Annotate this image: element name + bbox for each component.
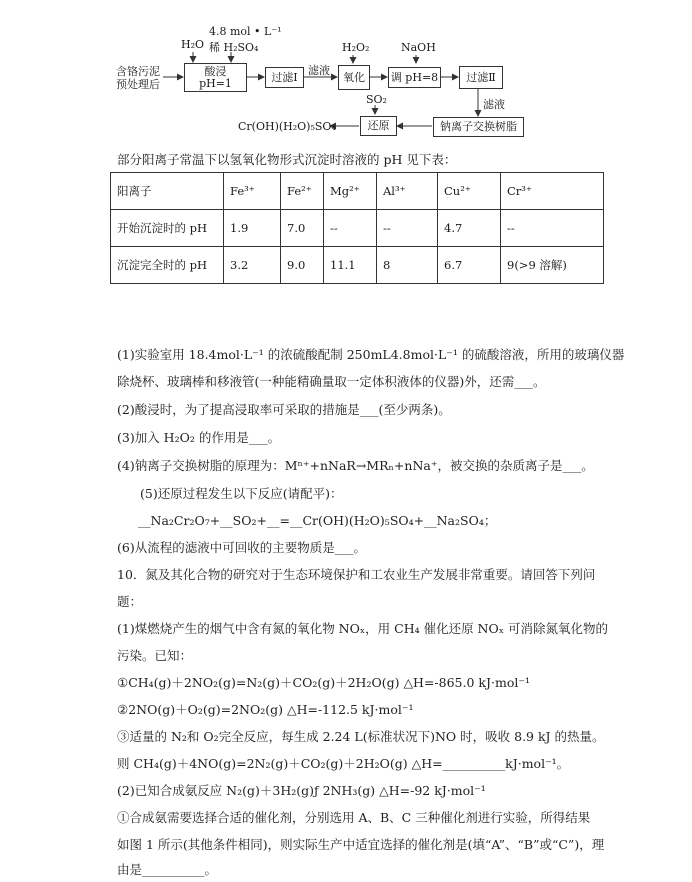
problem-10-q2-line-2: 如图 1 所示(其他条件相同)，则实际生产中适宜选择的催化剂是(填“A”、“B”或“C”)，理 [117,837,605,852]
problem-10-line-2: 题： [117,594,143,609]
step-reduce: 还原 [360,116,397,136]
problem-10-q2: (2)已知合成氨反应 N₂(g)＋3H₂(g)ƒ 2NH₃(g) △H=-92 kJ·mol⁻¹ [117,783,486,798]
question-1-line-2: 除烧杯、玻璃棒和移液管(一种能精确量取一定体积液体的仪器)外，还需___。 [117,374,546,389]
acid-leach-ph: pH=1 [199,76,232,90]
equation-3: ③适量的 N₂和 O₂完全反应，每生成 2.24 L(标准状况下)NO 时，吸收 8.9 kJ 的热量。 [117,729,605,744]
table-cell: -- [501,210,604,247]
question-3: (3)加入 H₂O₂ 的作用是___。 [117,430,281,445]
question-2: (2)酸浸时，为了提高浸取率可采取的措施是___(至少两条)。 [117,402,451,417]
table-cell: 7.0 [281,210,324,247]
product-label: Cr(OH)(H₂O)₅SO₄ [238,120,336,133]
table-cell: 4.7 [438,210,501,247]
table-header-row [111,173,604,210]
table-cell: -- [377,210,438,247]
table-cell: -- [324,210,377,247]
ph-table [110,172,604,284]
table-header-cell: Cu²⁺ [438,173,501,210]
step-ion-exchange-resin: 钠离子交换树脂 [433,117,524,137]
table-cell: 3.2 [224,247,281,284]
problem-10-q1-line-2: 污染。已知： [117,648,193,663]
table-row [111,210,604,247]
table-header-cell: Fe³⁺ [224,173,281,210]
table-header-cell: Mg²⁺ [324,173,377,210]
equation-4: 则 CH₄(g)＋4NO(g)=2N₂(g)＋CO₂(g)＋2H₂O(g) △H=__________kJ·mol⁻¹。 [117,756,570,771]
start-material [116,65,160,91]
question-5-equation: __Na₂Cr₂O₇+__SO₂+__=__Cr(OH)(H₂O)₅SO₄+__Na₂SO₄； [138,513,497,528]
problem-10-q2-line-3: 由是__________。 [117,862,218,877]
question-6: (6)从流程的滤液中可回收的主要物质是___。 [117,540,366,555]
reagent-h2o2: H₂O₂ [342,41,370,54]
step-filter-1: 过滤Ⅰ [265,67,304,88]
step-acid-leach [184,63,247,92]
table-cell: 9.0 [281,247,324,284]
filtrate-label-1: 滤液 [308,64,330,77]
table-cell: 沉淀完全时的 pH [111,247,224,284]
question-4: (4)钠离子交换树脂的原理为：Mⁿ⁺+nNaR→MRₙ+nNa⁺，被交换的杂质离子是___。 [117,458,594,473]
step-oxidize: 氧化 [338,65,370,90]
reagent-dilute-h2so4: 稀 H₂SO₄ [209,41,259,54]
table-cell: 9(>9 溶解) [501,247,604,284]
start-line-1: 含铬污泥 [116,65,160,78]
filtrate-label-2: 滤液 [483,98,505,111]
equation-2: ②2NO(g)＋O₂(g)=2NO₂(g) △H=-112.5 kJ·mol⁻¹ [117,702,414,717]
table-cell: 6.7 [438,247,501,284]
start-line-2: 预处理后 [116,78,160,91]
reagent-concentration: 4.8 mol • L⁻¹ [209,25,282,38]
table-cell: 8 [377,247,438,284]
reagent-so2: SO₂ [366,93,387,106]
table-row [111,247,604,284]
acid-leach-label: 酸浸 [204,64,227,78]
step-adjust-ph: 调 pH=8 [388,67,441,88]
reagent-h2o: H₂O [181,38,205,51]
step-filter-2: 过滤Ⅱ [459,66,503,89]
table-intro: 部分阳离子常温下以氢氧化物形式沉淀时溶液的 pH 见下表： [117,152,457,167]
problem-10-line-1: 10．氮及其化合物的研究对于生态环境保护和工农业生产发展非常重要。请回答下列问 [117,567,596,582]
reagent-naoh: NaOH [401,41,436,54]
question-1-line-1: (1)实验室用 18.4mol·L⁻¹ 的浓硫酸配制 250mL4.8mol·L⁻¹ 的硫酸溶液，所用的玻璃仪器 [117,347,625,362]
table-header-cell: Al³⁺ [377,173,438,210]
table-cell: 11.1 [324,247,377,284]
problem-10-q2-line-1: ①合成氨需要选择合适的催化剂，分别选用 A、B、C 三种催化剂进行实验，所得结果 [117,810,591,825]
table-header-cell: 阳离子 [111,173,224,210]
table-cell: 开始沉淀时的 pH [111,210,224,247]
question-5-line-1: (5)还原过程发生以下反应(请配平)： [140,486,343,501]
table-header-cell: Cr³⁺ [501,173,604,210]
equation-1: ①CH₄(g)＋2NO₂(g)=N₂(g)＋CO₂(g)＋2H₂O(g) △H=-865.0 kJ·mol⁻¹ [117,675,530,690]
table-cell: 1.9 [224,210,281,247]
table-header-cell: Fe²⁺ [281,173,324,210]
problem-10-q1-line-1: (1)煤燃烧产生的烟气中含有氮的氧化物 NOₓ，用 CH₄ 催化还原 NOₓ 可消除氮氧化物的 [117,621,609,636]
